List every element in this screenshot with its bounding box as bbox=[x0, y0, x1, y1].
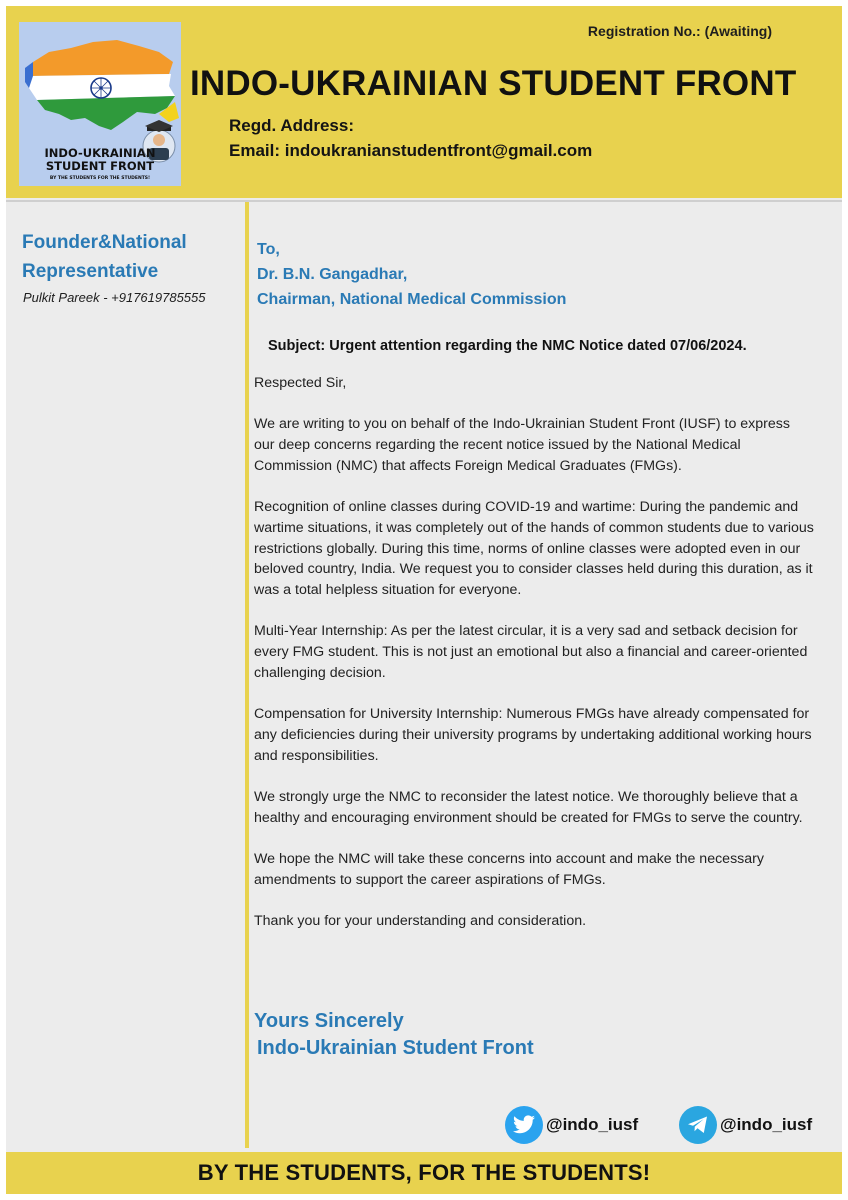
paragraph-compensation: Compensation for University Internship: Numerous FMGs have already compensated for any deficiencies during their university programs by undertaking additional working hours and responsibilities. bbox=[254, 706, 812, 764]
telegram-link[interactable] bbox=[679, 1106, 812, 1144]
logo-line-2: STUDENT FRONT bbox=[45, 159, 155, 173]
twitter-icon bbox=[505, 1106, 543, 1144]
twitter-handle: @indo_iusf bbox=[546, 1115, 639, 1134]
org-logo bbox=[19, 22, 181, 186]
greeting: Respected Sir, bbox=[254, 375, 347, 391]
signature: Indo-Ukrainian Student Front bbox=[257, 1037, 534, 1059]
recipient-block bbox=[257, 237, 566, 312]
paragraph-hope: We hope the NMC will take these concerns into account and make the necessary amendments to support the career aspirations of FMGs. bbox=[254, 851, 764, 888]
paragraph-urge: We strongly urge the NMC to reconsider the latest notice. We thoroughly believe that a healthy and encouraging environment should be created for FMGs to serve the country. bbox=[254, 788, 803, 826]
footer-slogan-text: BY THE STUDENTS, FOR THE STUDENTS! bbox=[197, 1160, 651, 1185]
letter-subject: Subject: Urgent attention regarding the NMC Notice dated 07/06/2024. bbox=[268, 338, 747, 354]
telegram-icon bbox=[679, 1106, 717, 1144]
paragraph-online-classes: Recognition of online classes during COVID-19 and wartime: During the pandemic and wartime situations, it was completely out of the hands of common students due to various restrictions globally. During this time, norms of online classes were adopted even in our beloved country, India. We request you to consider classes held during this duration, as it was a total helpless situation for everyone. bbox=[254, 499, 814, 598]
letterhead-page bbox=[6, 6, 842, 1194]
closing-block bbox=[254, 1008, 534, 1062]
twitter-link[interactable] bbox=[505, 1106, 638, 1144]
paragraph-thanks: Thank you for your understanding and consideration. bbox=[254, 913, 587, 930]
recipient-name: Dr. B.N. Gangadhar, bbox=[257, 266, 408, 283]
logo-line-1: INDO-UKRAINIAN bbox=[44, 146, 156, 160]
registered-address-label: Regd. Address: bbox=[229, 116, 355, 135]
header-divider bbox=[6, 200, 842, 202]
contact-email: Email: indoukranianstudentfront@gmail.com bbox=[229, 141, 593, 160]
sidebar-heading: Founder&National Representative bbox=[22, 232, 187, 282]
telegram-handle: @indo_iusf bbox=[720, 1115, 813, 1134]
paragraph-intro: We are writing to you on behalf of the Indo-Ukrainian Student Front (IUSF) to express our deep concerns regarding the recent notice issued by the National Medical Commission (NMC) that affects Foreign Medical Graduates (FMGs). bbox=[254, 416, 790, 474]
sidebar-contact: Pulkit Pareek - +917619785555 bbox=[23, 290, 206, 305]
registration-number: Registration No.: (Awaiting) bbox=[587, 23, 772, 39]
letter-body bbox=[254, 373, 814, 953]
closing-phrase: Yours Sincerely bbox=[254, 1010, 404, 1032]
paragraph-internship: Multi-Year Internship: As per the latest circular, it is a very sad and setback decision for every FMG student. This is not just an emotional but also a financial and career-oriented challenging decision. bbox=[254, 623, 808, 681]
footer-slogan bbox=[6, 1152, 842, 1194]
sidebar-divider bbox=[245, 202, 249, 1148]
recipient-title: Chairman, National Medical Commission bbox=[257, 291, 567, 308]
logo-tagline: BY THE STUDENTS FOR THE STUDENTS! bbox=[49, 176, 151, 181]
letterhead-header bbox=[6, 6, 842, 198]
organization-name: INDO-UKRAINIAN STUDENT FRONT bbox=[190, 64, 797, 103]
salutation-to: To, bbox=[257, 241, 280, 258]
